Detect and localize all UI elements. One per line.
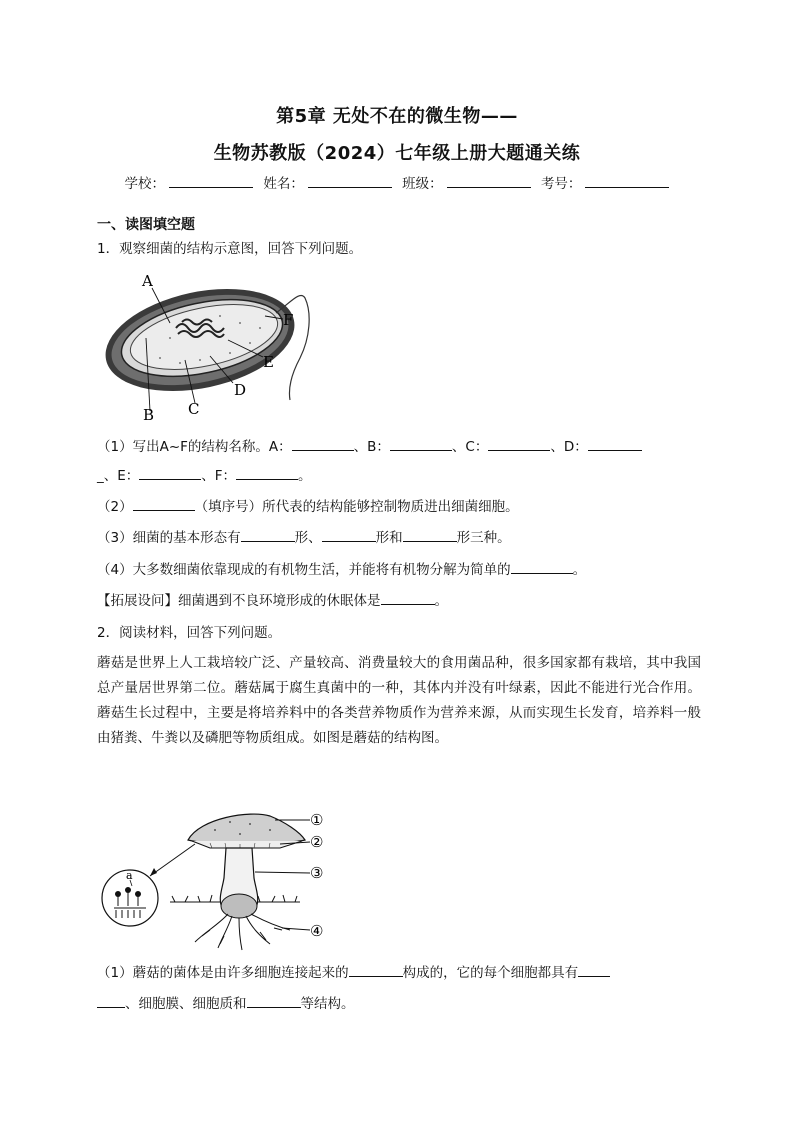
q1-stem: 1．观察细菌的结构示意图，回答下列问题。 <box>97 241 363 257</box>
q2-part1-line2: 、细胞膜、细胞质和 等结构。 <box>97 995 707 1013</box>
name-blank[interactable] <box>308 175 392 188</box>
blank-nucleus[interactable] <box>247 995 301 1008</box>
blank-d[interactable] <box>588 438 642 451</box>
blank-cell-wall[interactable] <box>578 964 610 977</box>
blank-a[interactable] <box>292 438 354 451</box>
mushroom-label-a: a <box>126 869 133 882</box>
q1-part1-line1: （1）写出A~F的结构名称。A： 、B： 、C： 、D： <box>97 438 707 456</box>
blank-shape-2[interactable] <box>322 529 376 542</box>
blank-b[interactable] <box>390 438 452 451</box>
bacteria-label-f: F <box>283 311 294 329</box>
bacteria-label-c: C <box>188 400 200 418</box>
mushroom-label-2: ② <box>310 833 324 851</box>
title-line-1: 第5章 无处不在的微生物—— <box>276 106 518 127</box>
q1-part4: （4）大多数细菌依靠现成的有机物生活，并能将有机物分解为简单的 。 <box>97 562 587 578</box>
bacteria-label-d: D <box>234 381 247 399</box>
bacteria-label-b: B <box>143 406 155 424</box>
bacteria-label-e: E <box>263 353 274 371</box>
blank-c[interactable] <box>488 438 550 451</box>
mushroom-label-1: ① <box>310 811 324 829</box>
q1-extension: 【拓展设问】细菌遇到不良环境形成的休眠体是 。 <box>97 593 448 609</box>
exam-number-blank[interactable] <box>585 175 669 188</box>
blank-shape-3[interactable] <box>403 529 457 542</box>
blank-shape-1[interactable] <box>241 529 295 542</box>
title-line-2: 生物苏教版（2024）七年级上册大题通关练 <box>213 143 581 164</box>
mushroom-label-3: ③ <box>310 864 324 882</box>
bacteria-structure-diagram <box>100 268 340 428</box>
exam-number-label: 考号： <box>540 176 582 192</box>
school-blank[interactable] <box>169 175 253 188</box>
name-label: 姓名： <box>263 176 304 192</box>
blank-e[interactable] <box>139 467 201 480</box>
student-info-row <box>0 172 794 192</box>
class-blank[interactable] <box>447 175 531 188</box>
blank-f[interactable] <box>236 467 298 480</box>
blank-hyphae[interactable] <box>349 964 403 977</box>
class-label: 班级： <box>402 176 443 192</box>
q2-stem: 2．阅读材料，回答下列问题。 <box>97 625 282 641</box>
q2-part1-line1: （1）蘑菇的菌体是由许多细胞连接起来的 构成的，它的每个细胞都具有 <box>97 964 707 982</box>
section-heading: 一、读图填空题 <box>97 217 195 233</box>
q1-part3: （3）细菌的基本形态有 形、 形和 形三种。 <box>97 530 511 546</box>
mushroom-structure-diagram <box>100 810 340 955</box>
mushroom-label-4: ④ <box>310 922 324 940</box>
q2-material: 蘑菇是世界上人工栽培较广泛、产量较高、消费量较大的食用菌品种，很多国家都有栽培，其中我国总产量居世界第二位。蘑菇属于腐生真菌中的一种，其体内并没有叶绿素，因此不能进行光合作用。蘑菇生长过程中，主要是将培养料中的各类营养物质作为营养来源，从而实现生长发育，培养料一般由猪粪、牛粪以及磷肥等物质组成。如图是蘑菇的结构图。 <box>97 655 701 746</box>
blank-membrane-code[interactable] <box>133 498 195 511</box>
school-label: 学校： <box>124 176 166 192</box>
blank-dormant-body[interactable] <box>381 592 435 605</box>
q1-part2: （2） （填序号）所代表的结构能够控制物质进出细菌细胞。 <box>97 499 519 515</box>
blank-simple-substance[interactable] <box>511 561 573 574</box>
bacteria-label-a: A <box>142 272 153 290</box>
q1-part1-line2: _、E： 、F： 。 <box>97 468 312 484</box>
blank-cell-wall-cont[interactable] <box>97 995 125 1008</box>
